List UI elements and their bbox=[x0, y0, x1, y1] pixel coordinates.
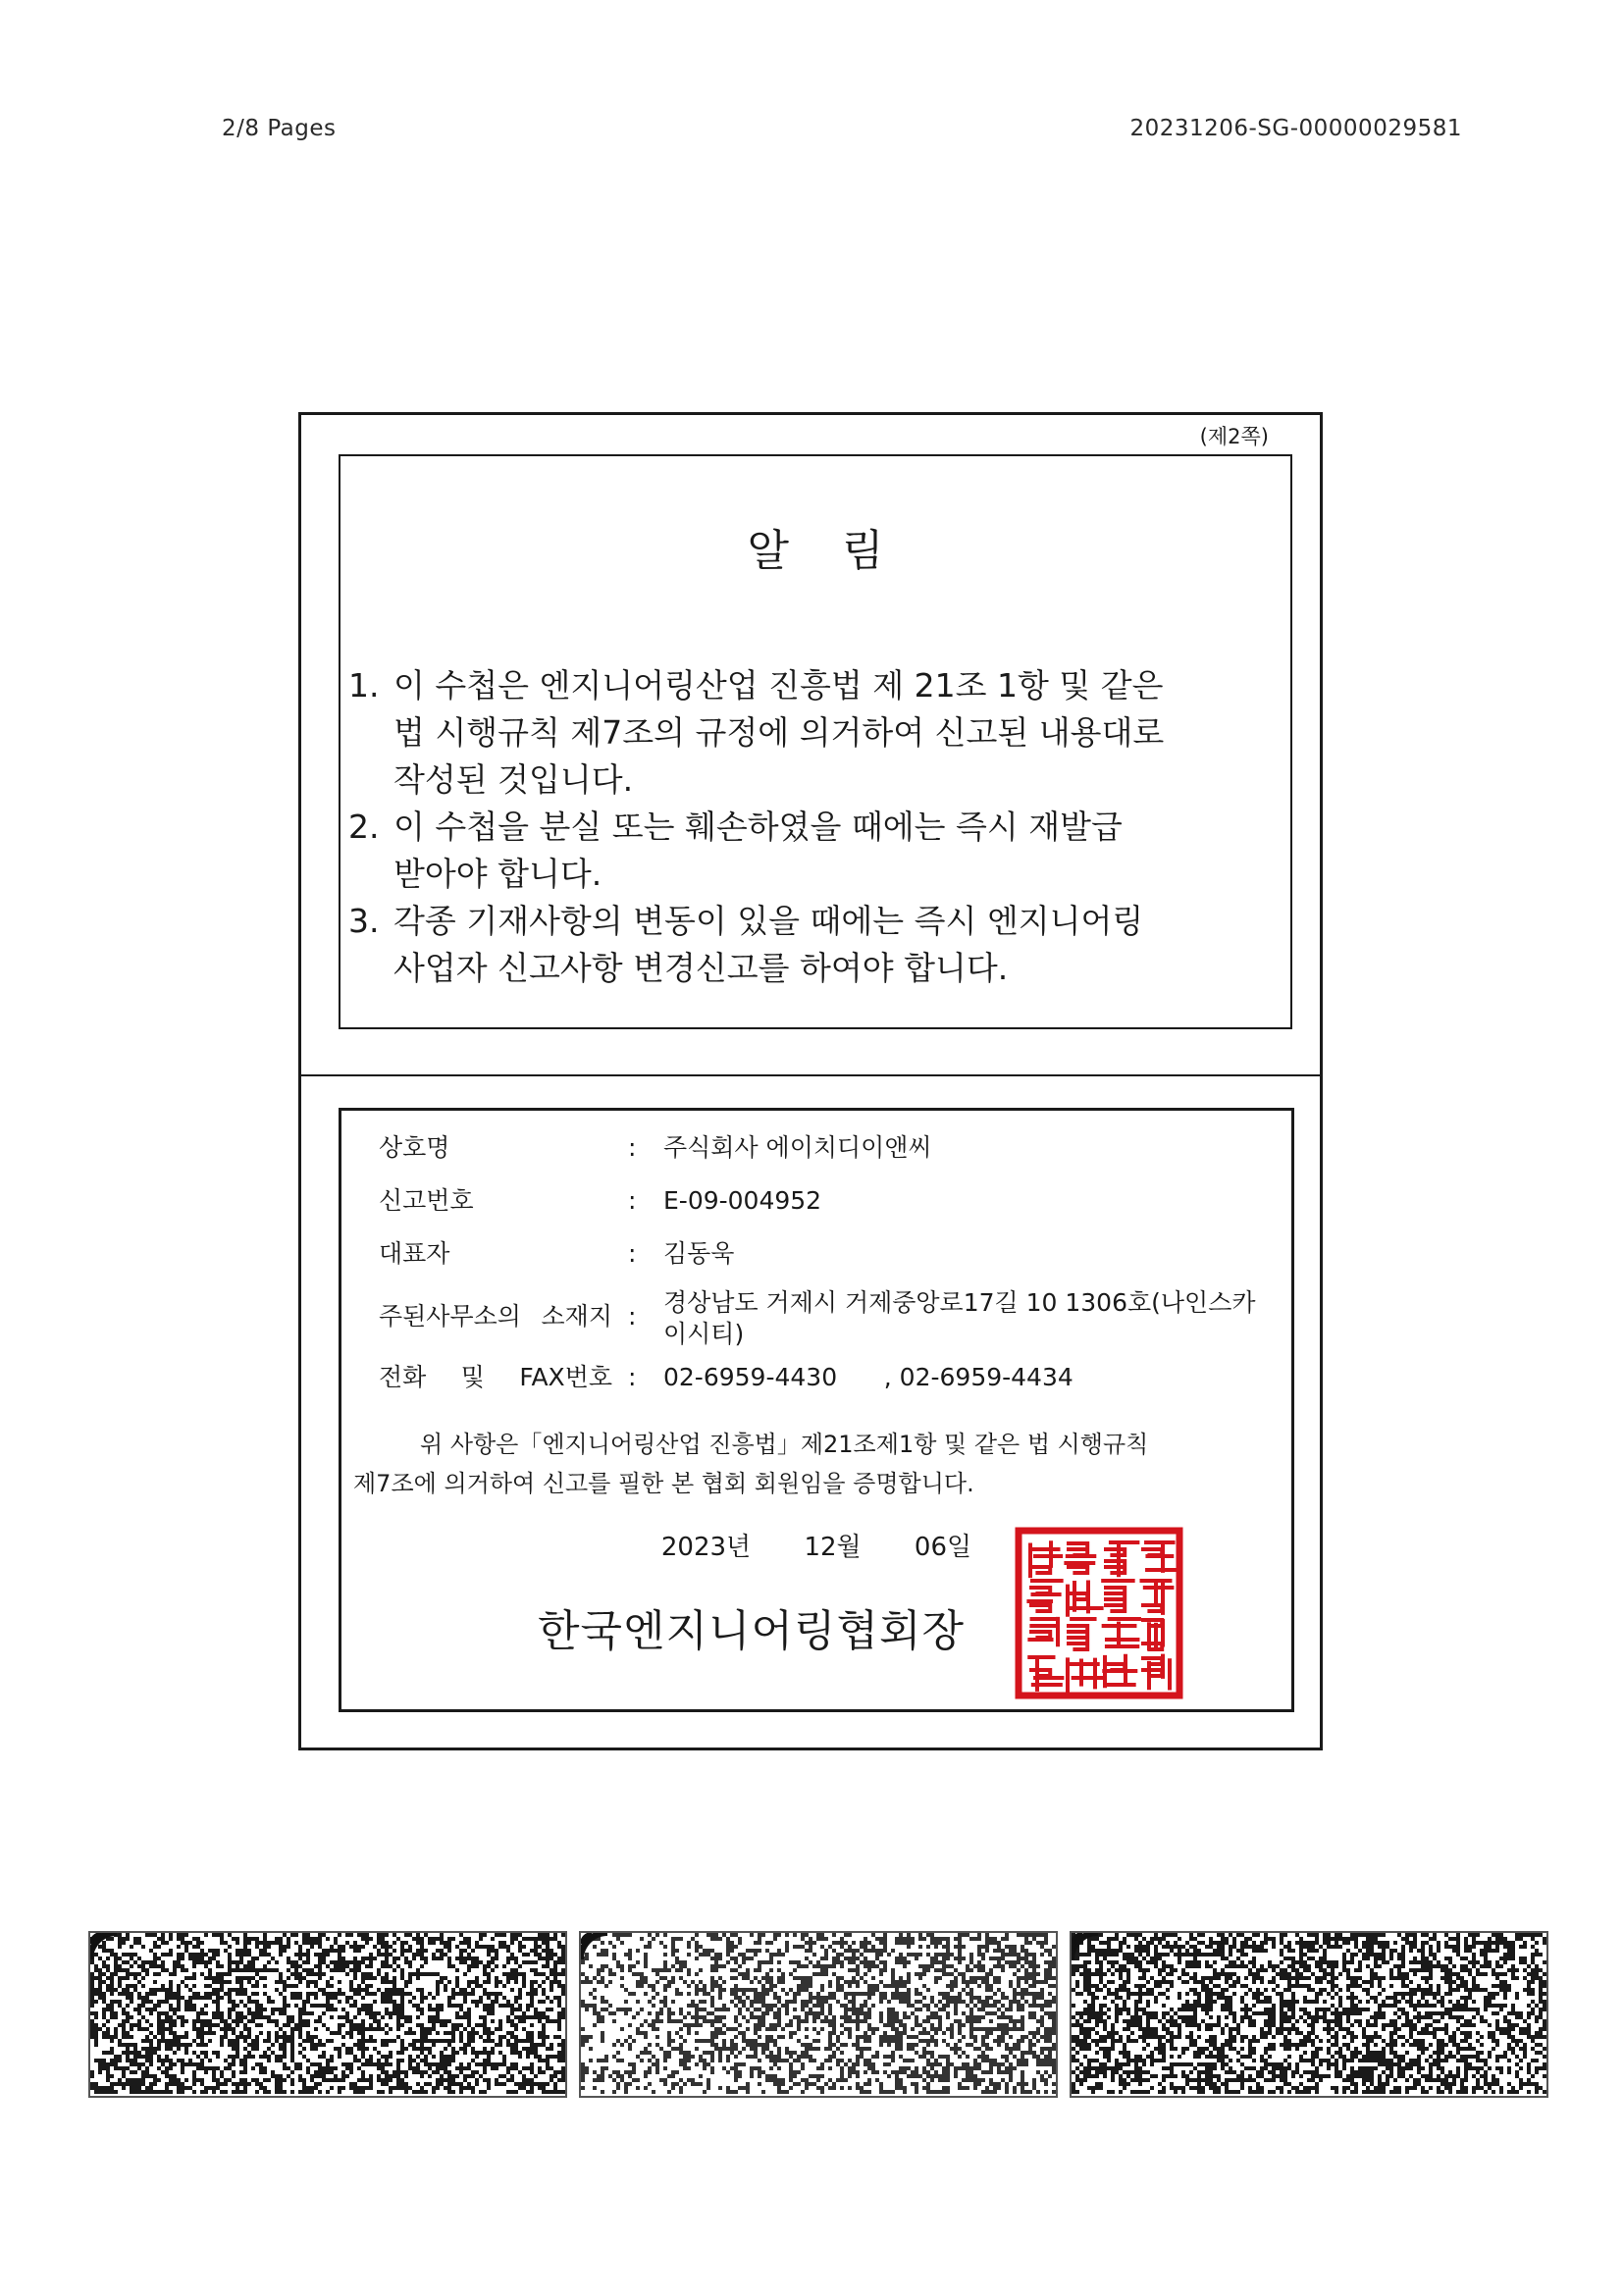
official-seal-icon bbox=[1015, 1527, 1183, 1699]
barcode-corner-icon bbox=[579, 1931, 611, 1963]
page-indicator: 2/8 Pages bbox=[222, 116, 337, 141]
certificate-frame bbox=[298, 412, 1323, 1750]
address-value: 경상남도 거제시 거제중앙로17길 10 1306호(나인스카이시티) bbox=[663, 1288, 1256, 1348]
issue-month: 12월 bbox=[804, 1533, 862, 1562]
notice-item bbox=[348, 804, 1281, 898]
notice-box bbox=[339, 454, 1292, 1029]
issue-year: 2023년 bbox=[660, 1533, 752, 1562]
notice-item bbox=[348, 898, 1281, 992]
notice-line: 작성된 것입니다. bbox=[393, 760, 634, 799]
phone-fax-value: 02-6959-4430 , 02-6959-4434 bbox=[663, 1363, 1073, 1391]
company-name-value: 주식회사 에이치디이앤씨 bbox=[663, 1133, 932, 1162]
registration-number-label: 신고번호 bbox=[379, 1186, 474, 1215]
barcode-corner-icon bbox=[1070, 1931, 1102, 1963]
phone-fax-label: 전화 및 FAX번호 bbox=[379, 1363, 612, 1391]
company-name-label: 상호명 bbox=[379, 1133, 450, 1162]
registration-info-box bbox=[339, 1108, 1294, 1712]
notice-line: 사업자 신고사항 변경신고를 하여야 합니다. bbox=[393, 949, 1009, 987]
notice-list bbox=[348, 662, 1281, 992]
representative-value: 김동욱 bbox=[663, 1239, 735, 1268]
notice-line: 이 수첩을 분실 또는 훼손하였을 때에는 즉시 재발급 bbox=[393, 808, 1123, 846]
colon: : bbox=[628, 1133, 637, 1162]
certification-line: 위 사항은「엔지니어링산업 진흥법」제21조제1항 및 같은 법 시행규칙 bbox=[420, 1431, 1149, 1458]
2d-barcode-icon bbox=[1070, 1931, 1548, 2098]
notice-item-number: 3. bbox=[348, 902, 380, 940]
notice-item-number: 1. bbox=[348, 666, 380, 704]
notice-title: 알림 bbox=[747, 526, 937, 576]
representative-label: 대표자 bbox=[379, 1239, 450, 1268]
colon: : bbox=[628, 1186, 637, 1215]
address-label: 주된사무소의 소재지 bbox=[379, 1302, 612, 1331]
2d-barcode-icon bbox=[579, 1931, 1058, 2098]
notice-line: 각종 기재사항의 변동이 있을 때에는 즉시 엔지니어링 bbox=[393, 902, 1144, 940]
colon: : bbox=[628, 1363, 637, 1391]
certification-statement bbox=[353, 1425, 1276, 1503]
fold-divider bbox=[301, 1074, 1320, 1076]
colon: : bbox=[628, 1302, 637, 1331]
page-mark: (제2쪽) bbox=[1199, 425, 1269, 448]
document-number: 20231206-SG-00000029581 bbox=[1129, 116, 1462, 141]
2d-barcode-icon bbox=[88, 1931, 567, 2098]
notice-line: 받아야 합니다. bbox=[393, 855, 602, 893]
notice-line: 법 시행규칙 제7조의 규정에 의거하여 신고된 내용대로 bbox=[393, 713, 1165, 752]
registration-number-value: E-09-004952 bbox=[663, 1186, 822, 1215]
certification-line: 제7조에 의거하여 신고를 필한 본 협회 회원임을 증명합니다. bbox=[353, 1470, 974, 1497]
notice-item bbox=[348, 662, 1281, 804]
barcode-corner-icon bbox=[88, 1931, 121, 1963]
notice-line: 이 수첩은 엔지니어링산업 진흥법 제 21조 1항 및 같은 bbox=[393, 666, 1164, 704]
issue-day: 06일 bbox=[914, 1533, 972, 1562]
notice-item-number: 2. bbox=[348, 808, 380, 846]
colon: : bbox=[628, 1239, 637, 1268]
issuer-name: 한국엔지니어링협회장 bbox=[538, 1606, 966, 1656]
